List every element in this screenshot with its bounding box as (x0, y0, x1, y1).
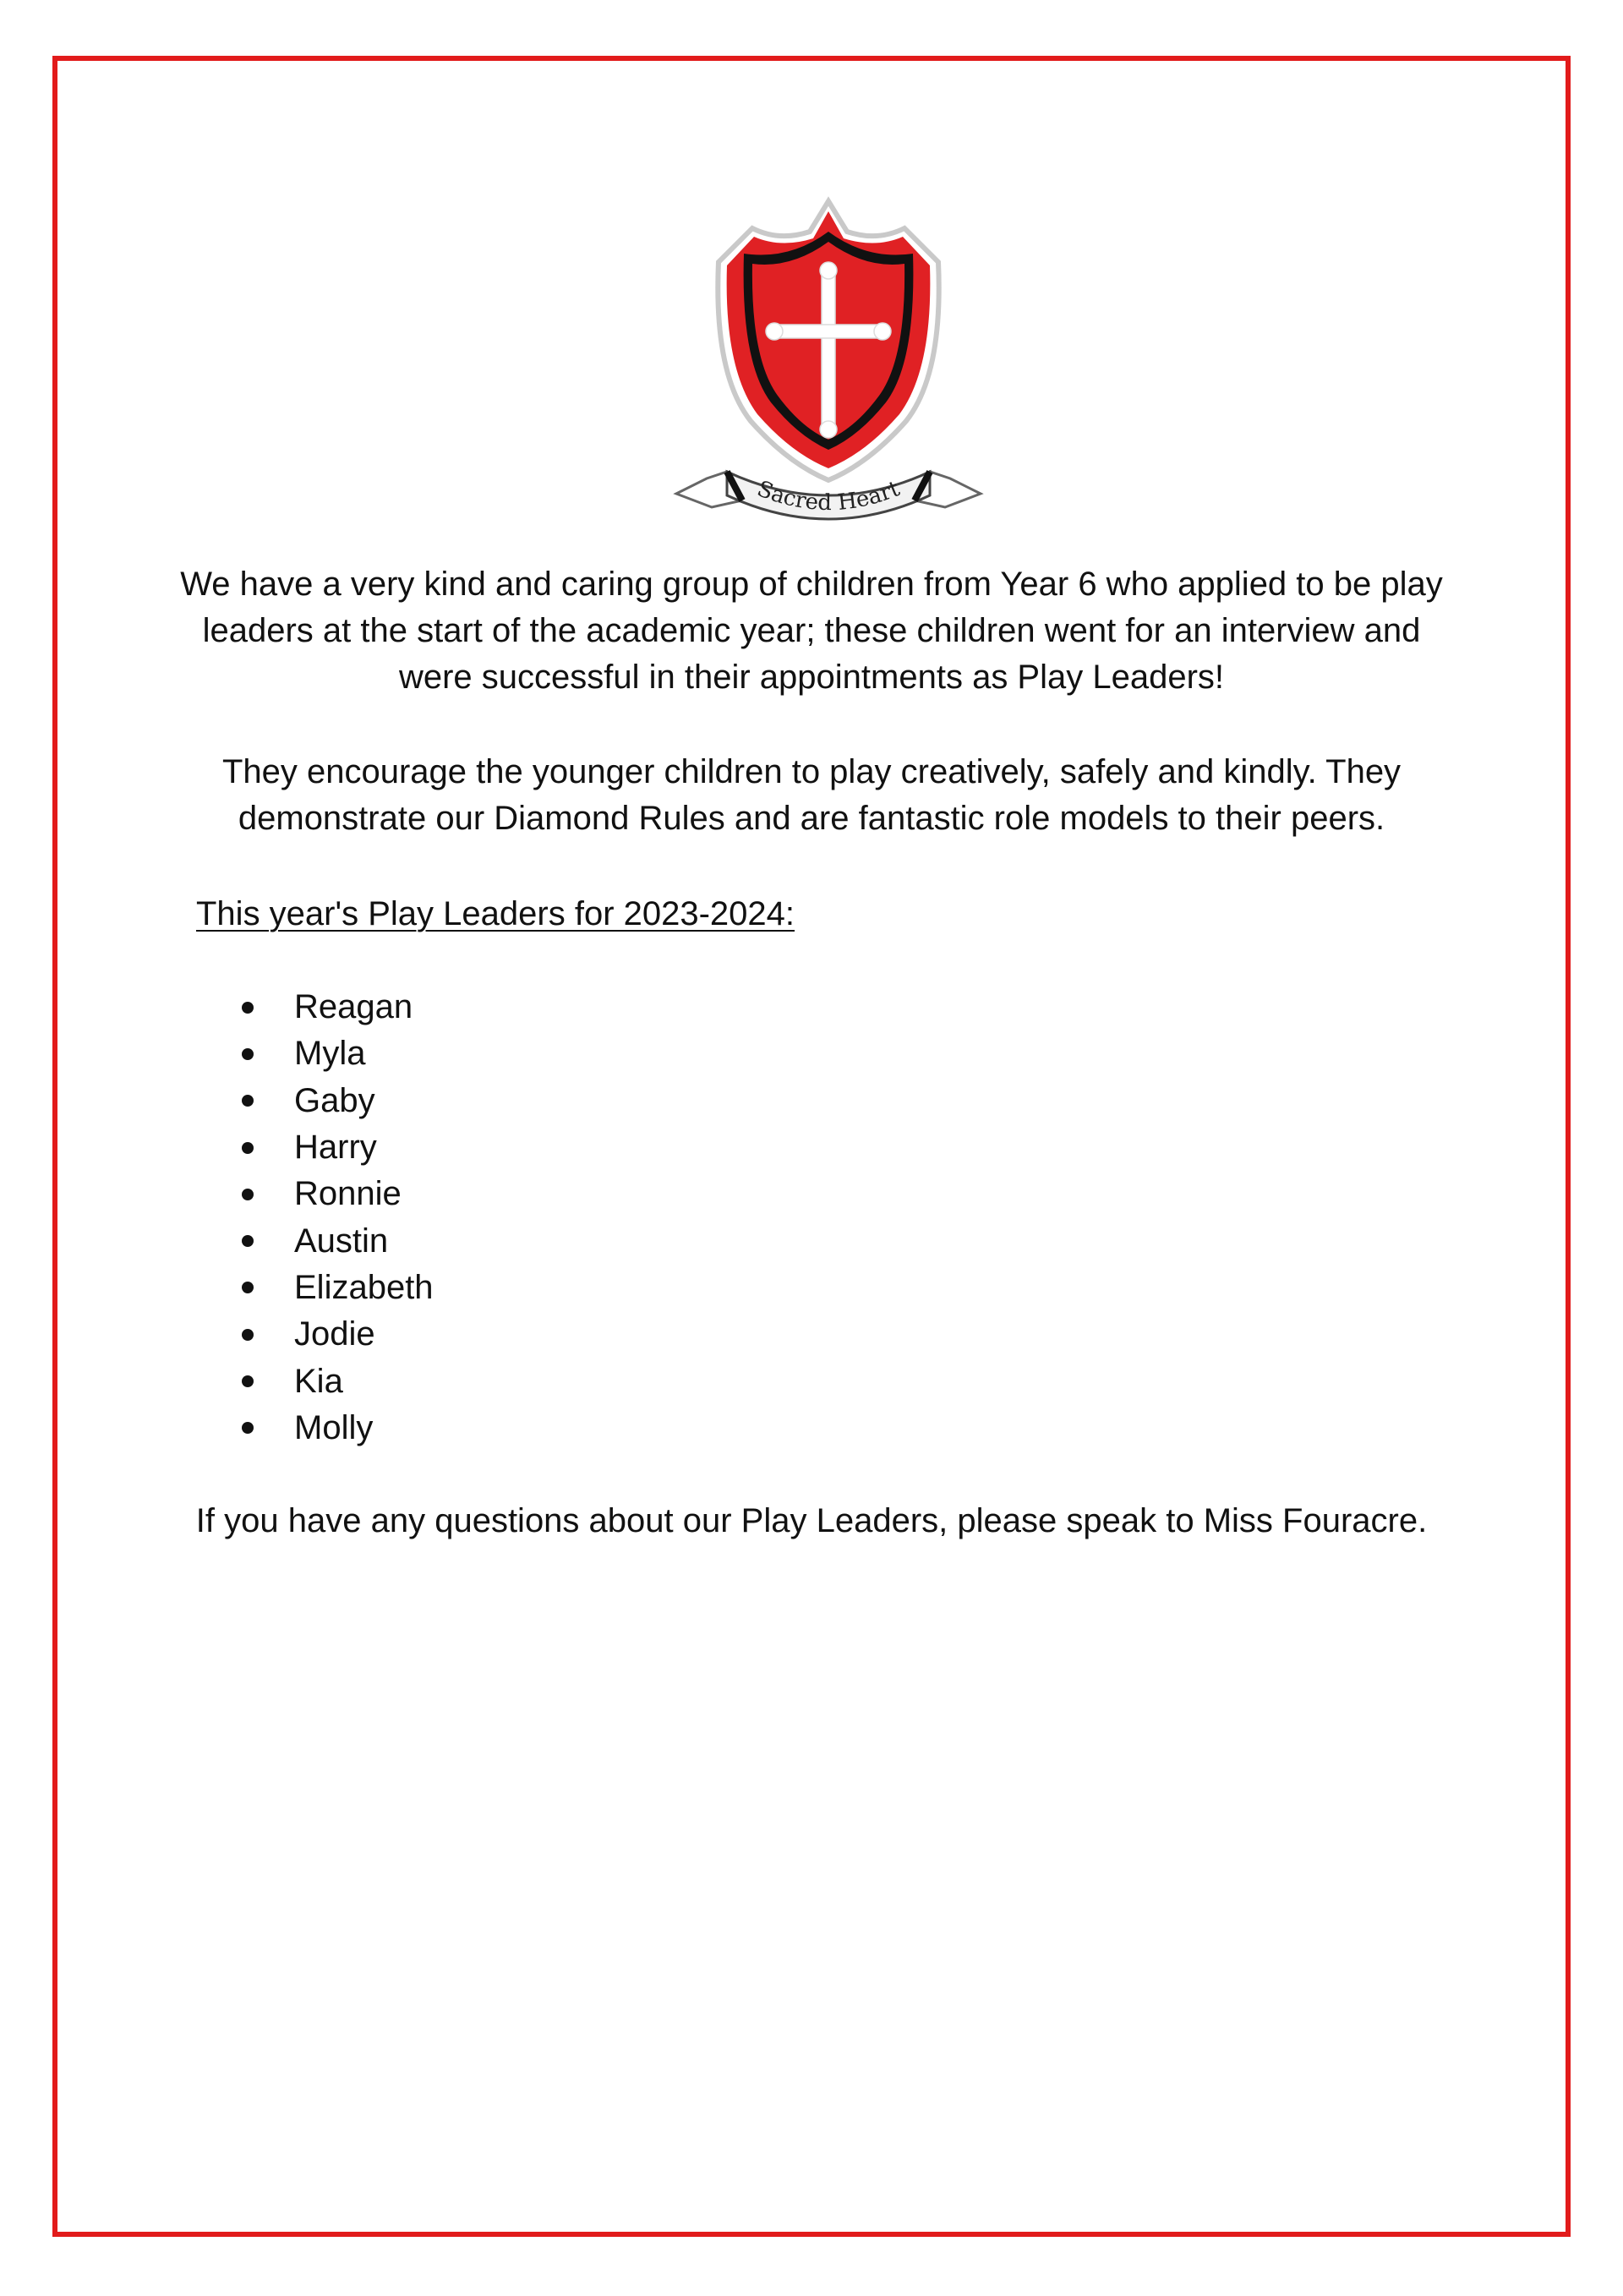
leader-name: Austin (294, 1222, 389, 1260)
bullet-icon (242, 1375, 254, 1387)
bullet-icon (242, 1329, 254, 1341)
intro-paragraph: We have a very kind and caring group of children from Year 6 who applied to be play leaders at the start of the academic year; these children went for an interview and were successful in their appointments as Play Leaders! (180, 566, 1443, 696)
list-item (242, 1405, 434, 1451)
banner-text: Sacred Heart (753, 476, 904, 517)
list-item (242, 1358, 434, 1404)
leader-name: Jodie (294, 1315, 375, 1353)
leader-name: Kia (294, 1362, 343, 1400)
leader-name: Elizabeth (294, 1268, 434, 1306)
leader-name: Reagan (294, 988, 413, 1026)
leader-name: Gaby (294, 1081, 375, 1119)
leaders-list (242, 984, 434, 1451)
bullet-icon (242, 1095, 254, 1107)
list-item (242, 1124, 434, 1171)
list-item (242, 984, 434, 1030)
bullet-icon (242, 1235, 254, 1247)
closing-paragraph: If you have any questions about our Play Leaders, please speak to Miss Fouracre. (195, 1502, 1428, 1539)
leader-name: Molly (294, 1408, 374, 1446)
encouragement-paragraph: They encourage the younger children to play creatively, safely and kindly. They demonstrate our Diamond Rules and are fantastic role models to their peers. (221, 753, 1402, 837)
school-crest-logo (659, 193, 997, 522)
leader-name: Ronnie (294, 1175, 402, 1213)
leaders-heading: This year's Play Leaders for 2023-2024: (196, 895, 795, 932)
bullet-icon (242, 1002, 254, 1014)
list-item (242, 1078, 434, 1124)
bullet-icon (242, 1422, 254, 1434)
bullet-icon (242, 1189, 254, 1200)
list-item (242, 1030, 434, 1077)
bullet-icon (242, 1142, 254, 1154)
leader-name: Harry (294, 1129, 377, 1167)
bullet-icon (242, 1048, 254, 1060)
list-item (242, 1265, 434, 1311)
list-item (242, 1171, 434, 1217)
leader-name: Myla (294, 1035, 366, 1073)
bullet-icon (242, 1282, 254, 1293)
list-item (242, 1217, 434, 1264)
list-item (242, 1311, 434, 1358)
